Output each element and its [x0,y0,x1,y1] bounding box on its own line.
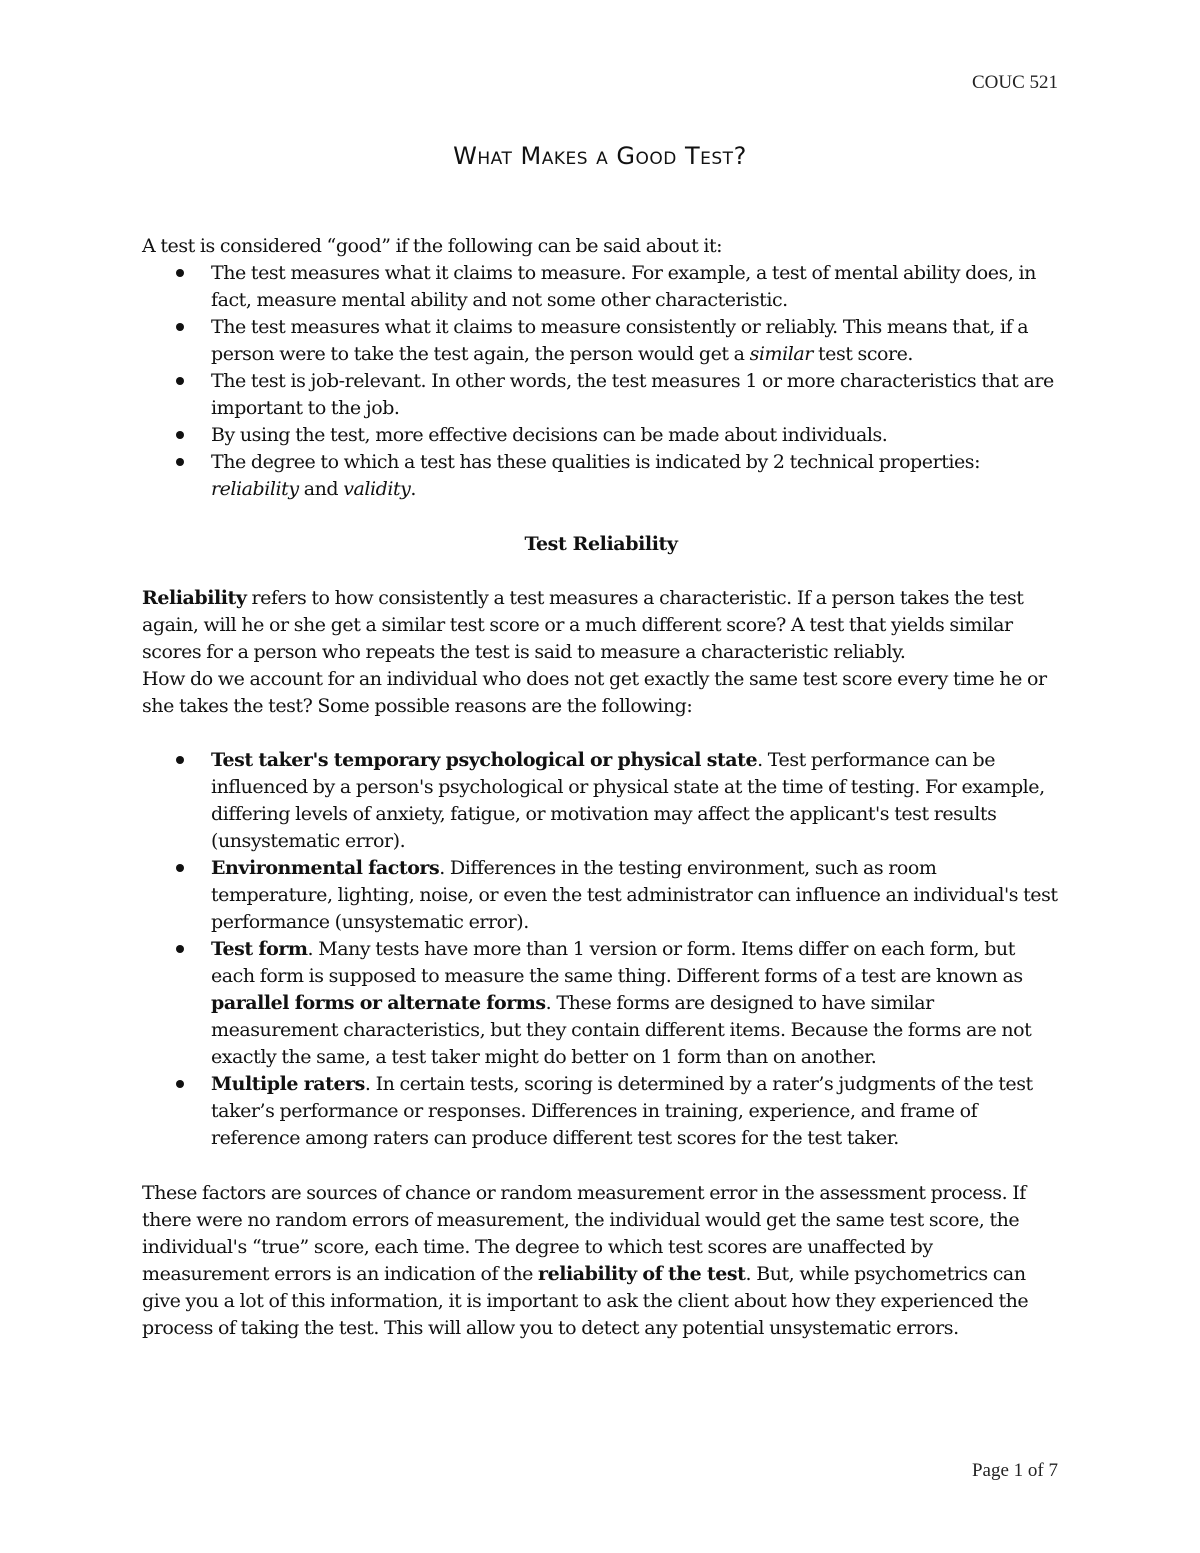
reasons-section [142,747,1060,1152]
bullet-icon [176,1080,184,1088]
paragraph-text: refers to how consistently a test measures a characteristic. If a person takes the test again, will he or she get a similar test score or a much different score? A test that yields similar scores for a person who repeats the test is said to measure a characteristic reliably. [142,587,1024,663]
bold-term: Environmental factors [211,857,440,879]
bold-term: parallel forms or alternate forms [211,992,546,1014]
bullet-icon [176,431,184,439]
reliability-question-paragraph: How do we account for an individual who does not get exactly the same test score every time he or she takes the test? Some possible reasons are the following: [142,668,1047,717]
section-heading: Test Reliability [524,533,678,555]
emphasis-text: reliability [211,478,299,500]
reliability-paragraph [142,585,1060,666]
bold-term: Test form [211,938,308,960]
list-item-text: . Test performance can be influenced by a person's psychological or physical state at the time of testing. For example, differing levels of anxiety, fatigue, or motivation may affect the applicant's test results (unsystematic error). [211,749,1045,852]
list-item [142,747,1060,855]
list-item [142,1071,1060,1152]
bullet-icon [176,269,184,277]
intro-lead: A test is considered “good” if the following can be said about it: [142,235,723,257]
bullet-icon [176,756,184,764]
reliability-section [142,585,1060,720]
list-item-text: The test measures what it claims to measure. For example, a test of mental ability does, in fact, measure mental ability and not some other characteristic. [211,262,1036,311]
emphasis-text: validity [343,478,411,500]
list-item-text: . Differences in the testing environment, such as room temperature, lighting, noise, or even the test administrator can influence an individual's test performance (unsystematic error). [211,857,1058,933]
criteria-list [142,260,1060,503]
list-item-text: and [298,478,344,500]
bold-term: Multiple raters [211,1073,365,1095]
list-item-text: The degree to which a test has these qualities is indicated by 2 technical properties: [211,451,981,473]
list-item-text: . Many tests have more than 1 version or form. Items differ on each form, but each form is supposed to measure the same thing. Different forms of a test are known as [211,938,1023,987]
list-item-text: The test measures what it claims to measure consistently or reliably. This means that, if a person were to take the test again, the person would get a [211,316,1029,365]
list-item-text: . [410,478,417,500]
bullet-icon [176,864,184,872]
closing-section [142,1180,1060,1342]
list-item-text: . These forms are designed to have similar measurement characteristics, but they contain different items. Because the forms are not exactly the same, a test taker might do better on 1 form than on another. [211,992,1032,1068]
bold-term: reliability of the test [538,1263,746,1285]
intro-section [142,233,1060,503]
emphasis-text: similar [749,343,813,365]
list-item-text: The test is job-relevant. In other words, the test measures 1 or more characteristics that are important to the job. [211,370,1054,419]
closing-paragraph [142,1180,1060,1342]
list-item [142,855,1060,936]
bullet-icon [176,945,184,953]
document-title: What Makes a Good Test? [453,142,747,170]
reasons-list [142,747,1060,1152]
paragraph-text: These factors are sources of chance or random measurement error in the assessment process. If there were no random errors of measurement, the individual would get the same test score, the individual's “true” score, each time. The degree to which test scores are unaffected by measurement errors is an indication of the [142,1182,1026,1285]
course-code-header: COUC 521 [971,72,1058,93]
list-item [142,368,1060,422]
list-item-text: test score. [812,343,914,365]
list-item [142,260,1060,314]
list-item-text: . In certain tests, scoring is determined by a rater’s judgments of the test taker’s performance or responses. Differences in training, experience, and frame of reference among raters can produce different test scores for the test taker. [211,1073,1033,1149]
bullet-icon [176,458,184,466]
bold-term: Test taker's temporary psychological or physical state [211,749,758,771]
page-number-footer: Page 1 of 7 [971,1460,1058,1481]
bullet-icon [176,323,184,331]
bold-term: Reliability [142,587,247,609]
list-item [142,936,1060,1071]
list-item [142,422,1060,449]
list-item [142,449,1060,503]
list-item-text: By using the test, more effective decisions can be made about individuals. [211,424,888,446]
paragraph-text: . But, while psychometrics can give you a lot of this information, it is important to ask the client about how they experienced the process of taking the test. This will allow you to detect any potential unsystematic errors. [142,1263,1029,1339]
bullet-icon [176,377,184,385]
list-item [142,314,1060,368]
